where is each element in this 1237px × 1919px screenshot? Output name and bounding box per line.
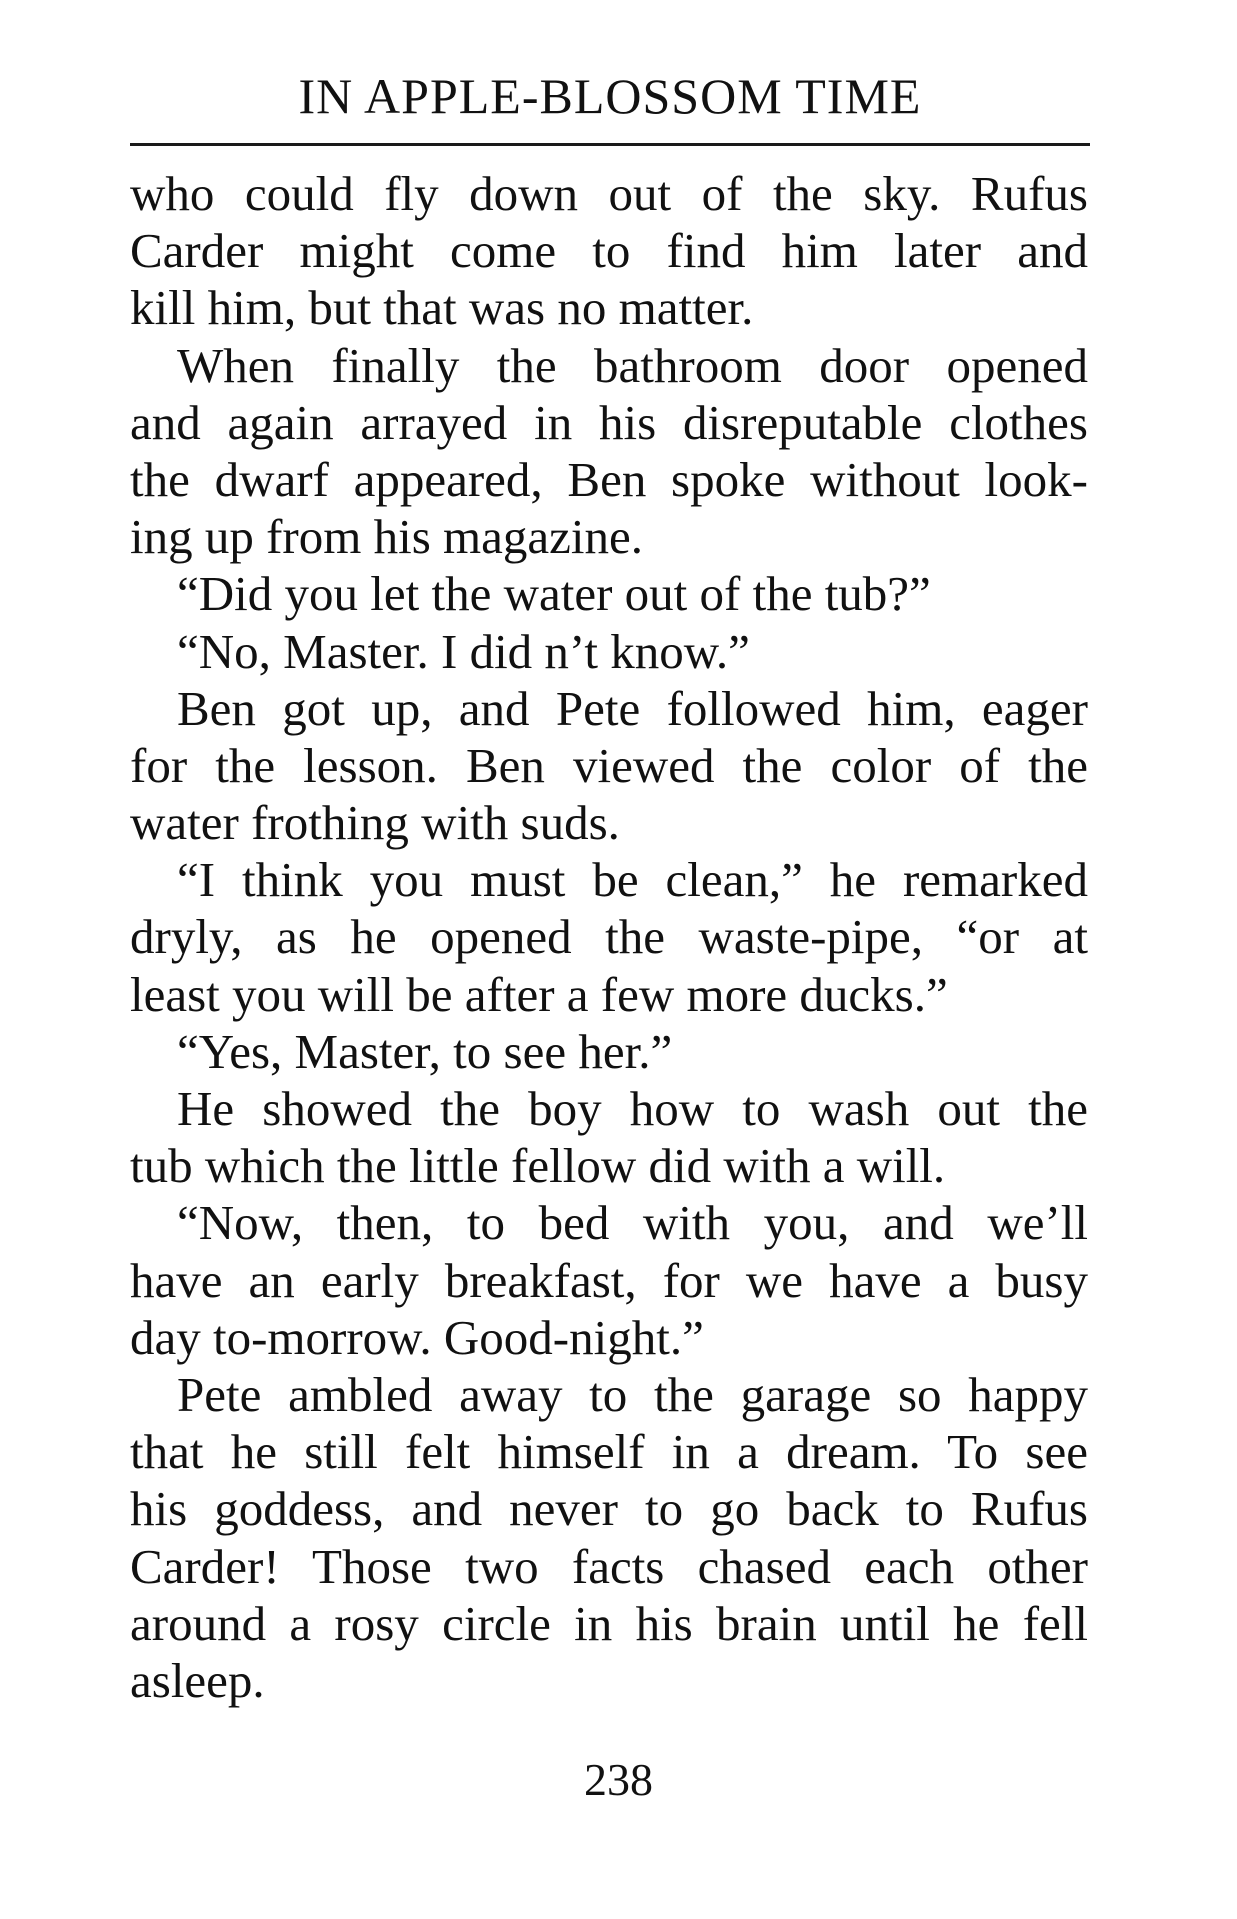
text-line: dryly, as he opened the waste-pipe, “or at: [130, 909, 1088, 965]
text-line: least you will be after a few more ducks.”: [130, 966, 948, 1022]
text-line: When finally the bathroom door opened: [177, 337, 1088, 393]
text-line: asleep.: [130, 1652, 265, 1708]
text-line: for the lesson. Ben viewed the color of the: [130, 737, 1088, 793]
text-line: and again arrayed in his disreputable clothes: [130, 394, 1088, 450]
page-number: 238: [584, 1754, 653, 1805]
running-head: IN APPLE-BLOSSOM TIME: [298, 68, 922, 124]
text-line: ing up from his magazine.: [130, 509, 644, 565]
text-line: Pete ambled away to the garage so happy: [177, 1366, 1088, 1422]
body-text: [130, 165, 1088, 1709]
text-line: “Yes, Master, to see her.”: [177, 1023, 673, 1079]
text-line: his goddess, and never to go back to Rufus: [130, 1481, 1088, 1537]
header-rule: [130, 143, 1090, 146]
text-line: Carder! Those two facts chased each other: [130, 1538, 1088, 1594]
text-line: the dwarf appeared, Ben spoke without look-: [130, 451, 1088, 507]
text-line: “No, Master. I did n’t know.”: [177, 623, 750, 679]
text-line: who could fly down out of the sky. Rufus: [130, 166, 1088, 221]
text-line: have an early breakfast, for we have a busy: [130, 1252, 1088, 1308]
text-line: Ben got up, and Pete followed him, eager: [177, 680, 1088, 736]
text-line: Carder might come to find him later and: [130, 223, 1088, 279]
text-line: tub which the little fellow did with a will.: [130, 1138, 946, 1194]
text-line: that he still felt himself in a dream. To see: [130, 1424, 1088, 1480]
text-line: “I think you must be clean,” he remarked: [177, 852, 1088, 908]
text-line: around a rosy circle in his brain until he fell: [130, 1595, 1088, 1651]
text-line: day to-morrow. Good-night.”: [130, 1309, 704, 1365]
text-line: He showed the boy how to wash out the: [177, 1081, 1088, 1136]
text-line: water frothing with suds.: [130, 795, 620, 851]
text-line: “Now, then, to bed with you, and we’ll: [177, 1195, 1088, 1251]
text-line: kill him, but that was no matter.: [130, 280, 754, 336]
text-line: “Did you let the water out of the tub?”: [177, 566, 931, 622]
